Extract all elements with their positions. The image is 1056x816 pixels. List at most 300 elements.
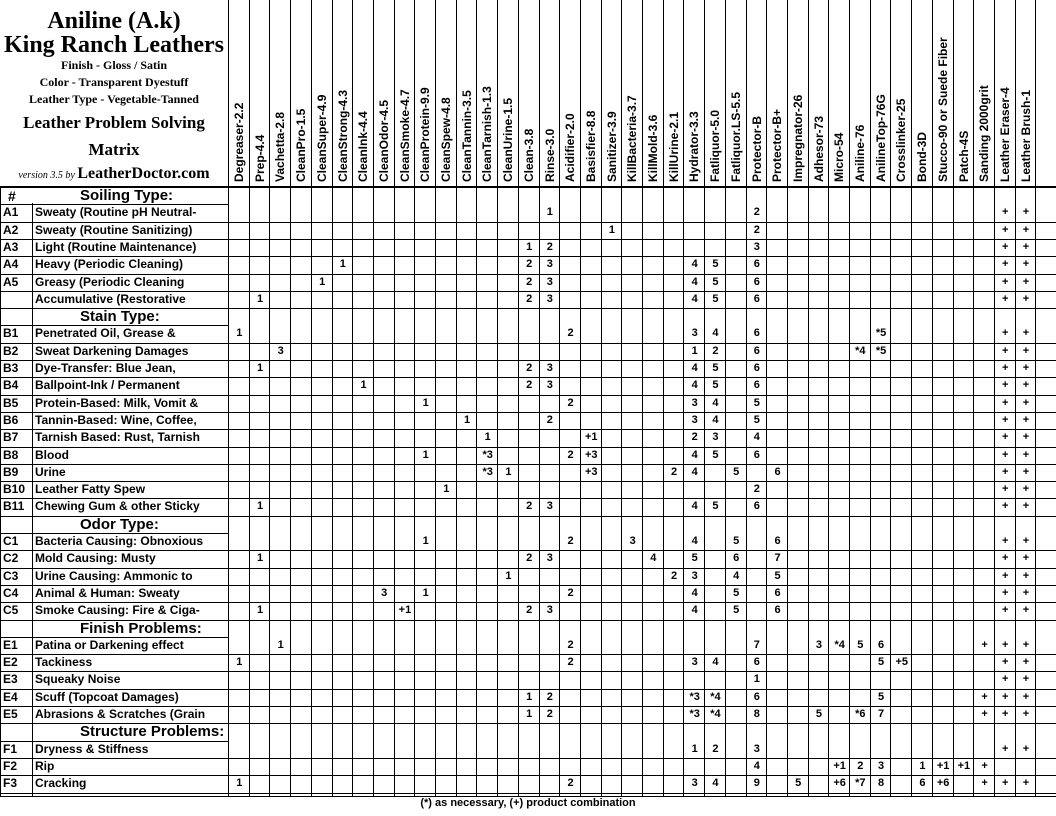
product-header: CleanUrine-1.5	[501, 97, 516, 182]
matrix-cell: 3	[546, 552, 553, 565]
matrix-cell: 6	[774, 535, 781, 547]
matrix-cell: +	[1002, 327, 1009, 340]
product-header: Micro-54	[832, 132, 847, 182]
grid-line	[890, 0, 891, 796]
matrix-cell: +	[1002, 569, 1009, 582]
matrix-cell: 5	[733, 586, 740, 599]
matrix-cell: 6	[753, 258, 760, 271]
section-title: Stain Type:	[80, 308, 160, 326]
matrix-cell: +	[1002, 604, 1009, 617]
problem-label: Bacteria Causing: Obnoxious	[35, 534, 204, 548]
leather-type-label: Leather Type - Vegetable-Tanned	[29, 92, 199, 106]
problem-label: Dryness & Stiffness	[35, 741, 149, 756]
problem-label: Patina or Darkening effect	[35, 637, 184, 652]
matrix-cell: +	[981, 708, 988, 720]
matrix-cell: 2	[526, 500, 533, 513]
matrix-cell: 2	[567, 586, 574, 599]
matrix-cell: 2	[753, 483, 760, 496]
matrix-cell: 1	[691, 344, 698, 357]
matrix-cell: 1	[339, 258, 346, 271]
matrix-cell: 6	[774, 465, 781, 478]
grid-line	[663, 0, 664, 796]
matrix-cell: 5	[753, 413, 760, 426]
matrix-cell: +	[1022, 742, 1030, 755]
product-header: KillBacteria-3.7	[625, 95, 640, 182]
brand-name: LeatherDoctor.com	[77, 165, 210, 182]
matrix-cell: +	[1022, 777, 1030, 790]
row-id: A3	[3, 239, 19, 254]
row-id: A2	[3, 222, 19, 237]
problem-label: Squeaky Noise	[35, 672, 121, 687]
matrix-cell: +	[1022, 673, 1030, 686]
problem-label: Leather Fatty Spew	[35, 482, 146, 497]
matrix-cell: 3	[629, 535, 636, 547]
matrix-cell: 1	[256, 500, 264, 513]
matrix-cell: 5	[712, 362, 719, 374]
problem-label: Protein-Based: Milk, Vomit &	[35, 395, 199, 410]
matrix-cell: +	[981, 638, 988, 651]
matrix-cell: +	[1022, 240, 1030, 253]
product-header: Protector-B	[749, 115, 764, 182]
matrix-cell: 2	[546, 240, 553, 253]
row-id: B3	[3, 361, 19, 375]
matrix-cell: +	[1002, 275, 1009, 288]
matrix-cell: +1	[936, 759, 950, 772]
matrix-cell: 4	[691, 465, 698, 478]
matrix-cell: 5	[857, 638, 864, 651]
product-header: Clean-3.8	[521, 128, 536, 182]
matrix-cell: 1	[919, 759, 926, 772]
matrix-cell: *5	[875, 327, 887, 340]
matrix-cell: +1	[957, 759, 971, 772]
matrix-cell: +	[1002, 552, 1009, 565]
matrix-cell: 2	[567, 448, 574, 461]
grid-line	[497, 0, 498, 796]
matrix-cell: 4	[712, 327, 719, 340]
matrix-cell: 2	[526, 275, 533, 288]
row-id: A4	[3, 257, 19, 272]
matrix-cell: +	[1022, 327, 1030, 340]
matrix-cell: +	[1002, 431, 1009, 444]
matrix-cell: 2	[546, 690, 553, 703]
grid-line	[704, 0, 705, 796]
grid-line	[642, 0, 643, 796]
matrix-cell: 2	[526, 604, 533, 617]
grid-line	[539, 0, 540, 796]
grid-line	[311, 0, 312, 796]
matrix-cell: 3	[691, 396, 698, 409]
matrix-cell: +	[1002, 673, 1009, 686]
matrix-cell: 3	[691, 327, 698, 340]
row-id: C5	[3, 603, 19, 618]
matrix-cell: +	[1002, 483, 1009, 496]
row-id: B2	[3, 343, 19, 358]
grid-line	[911, 0, 912, 796]
matrix-cell: 5	[712, 258, 719, 271]
row-id	[3, 291, 32, 308]
product-header: CleanProtein-9.9	[418, 87, 433, 182]
matrix-cell: *7	[855, 777, 866, 790]
product-header: CleanInk-4.4	[356, 111, 371, 182]
matrix-cell: 3	[815, 638, 822, 651]
matrix-cell: 6	[753, 292, 760, 305]
matrix-cell: 6	[877, 638, 885, 651]
row-id: F2	[3, 758, 18, 773]
matrix-cell: 2	[526, 362, 533, 374]
matrix-cell: 5	[877, 656, 885, 669]
matrix-cell: *6	[855, 708, 866, 720]
problem-label: Greasy (Periodic Cleaning	[35, 274, 185, 289]
grid-line	[0, 793, 1056, 794]
matrix-cell: +	[1002, 362, 1009, 374]
matrix-cell: 1	[505, 465, 512, 478]
grid-line	[269, 0, 270, 796]
matrix-cell: 2	[712, 344, 719, 357]
grid-line	[435, 0, 436, 796]
problem-label: Heavy (Periodic Cleaning)	[35, 257, 184, 272]
product-header: Adhesor-73	[811, 115, 826, 182]
problem-label: Sweaty (Routine pH Neutral-	[35, 205, 197, 220]
problem-label: Chewing Gum & other Sticky	[35, 499, 200, 514]
matrix-cell: 2	[567, 327, 574, 340]
matrix-cell: 3	[381, 586, 388, 599]
matrix-cell: +	[1022, 413, 1030, 426]
product-header: Acidifier-2.0	[563, 113, 578, 182]
grid-line	[953, 0, 954, 796]
matrix-cell: 1	[526, 690, 533, 703]
matrix-cell: +	[1022, 656, 1030, 669]
matrix-cell: 3	[546, 379, 553, 392]
matrix-cell: +3	[584, 465, 598, 478]
matrix-cell: 6	[753, 344, 760, 357]
matrix-cell: 5	[877, 690, 885, 703]
matrix-cell: 4	[712, 396, 719, 409]
section-title: Finish Problems:	[80, 619, 202, 637]
row-id: B7	[3, 430, 19, 445]
matrix-cell: 2	[670, 569, 678, 582]
row-id: F3	[3, 776, 18, 791]
grid-line	[476, 0, 477, 796]
matrix-cell: *3	[689, 708, 700, 720]
matrix-cell: 3	[877, 759, 885, 772]
matrix-cell: 4	[753, 431, 760, 444]
matrix-cell: 6	[753, 362, 760, 374]
matrix-cell: +	[1002, 465, 1009, 478]
title-line2: King Ranch Leathers	[3, 32, 224, 58]
grid-line	[332, 0, 333, 796]
matrix-cell: 2	[526, 258, 533, 271]
product-header: Stucco-90 or Suede Fiber	[935, 37, 950, 182]
row-id: B9	[3, 464, 19, 479]
section-title: Structure Problems:	[80, 723, 225, 741]
matrix-cell: 9	[753, 777, 760, 790]
matrix-cell: +	[1002, 344, 1009, 357]
matrix-cell: *4	[710, 690, 721, 703]
row-id: B4	[3, 378, 19, 393]
matrix-cell: +	[1022, 258, 1030, 271]
matrix-cell: 3	[691, 413, 698, 426]
grid-line	[559, 0, 560, 796]
matrix-cell: 3	[546, 275, 553, 288]
matrix-cell: 3	[753, 240, 760, 253]
matrix-cell: 5	[712, 292, 719, 305]
matrix-cell: +	[1002, 448, 1009, 461]
matrix-cell: 4	[753, 759, 760, 772]
matrix-cell: *3	[689, 690, 700, 703]
row-id: C1	[3, 534, 19, 548]
matrix-cell: 4	[691, 535, 698, 547]
matrix-cell: 1	[443, 483, 450, 496]
matrix-cell: +	[1002, 777, 1009, 790]
matrix-cell: +	[1022, 344, 1030, 357]
row-id: E3	[3, 672, 18, 687]
matrix-cell: 3	[712, 431, 719, 444]
row-id: B11	[3, 499, 25, 514]
matrix-cell: 8	[877, 777, 885, 790]
matrix-cell: 5	[712, 379, 719, 392]
product-header: Crosslinker-25	[894, 98, 909, 182]
matrix-cell: 1	[422, 535, 429, 547]
matrix-cell: +	[981, 777, 988, 790]
matrix-cell: +	[1002, 638, 1009, 651]
matrix-cell: 1	[505, 569, 512, 582]
product-header: Fatliquor.LS-5.5	[728, 91, 743, 182]
matrix-cell: +	[1002, 379, 1009, 392]
matrix-cell: +	[1022, 586, 1030, 599]
grid-line	[580, 0, 581, 796]
problem-label: Abrasions & Scratches (Grain	[35, 707, 206, 721]
matrix-cell: 4	[691, 275, 698, 288]
matrix-cell: 1	[422, 586, 429, 599]
matrix-cell: 5	[774, 569, 781, 582]
matrix-cell: +	[981, 759, 988, 772]
matrix-cell: 7	[774, 552, 781, 565]
matrix-cell: +	[1022, 448, 1030, 461]
grid-line	[228, 0, 229, 796]
matrix-cell: 1	[277, 638, 284, 651]
product-header: Patch-4S	[956, 130, 971, 182]
product-header: Sanding 2000grit	[977, 85, 992, 182]
grid-line	[725, 0, 726, 796]
matrix-cell: 3	[546, 292, 553, 305]
matrix-cell: 2	[567, 638, 574, 651]
matrix-cell: 5	[733, 535, 740, 547]
problem-label: Smoke Causing: Fire & Ciga-	[35, 603, 200, 618]
matrix-cell: 6	[733, 552, 740, 565]
matrix-cell: +	[1022, 604, 1030, 617]
matrix-cell: 2	[567, 535, 574, 547]
row-id: B8	[3, 447, 19, 462]
matrix-cell: 5	[795, 777, 802, 790]
row-id: C3	[3, 568, 19, 583]
product-header: KillMold-3.6	[646, 114, 660, 182]
grid-line	[849, 0, 850, 796]
grid-line	[973, 0, 974, 796]
matrix-cell: 5	[753, 396, 760, 409]
matrix-cell: +	[1022, 292, 1030, 305]
matrix-cell: 1	[256, 552, 264, 565]
row-id: B6	[3, 412, 19, 427]
product-header: AnilineTop-76G	[873, 94, 888, 182]
version-text: version 3.5 by	[18, 170, 75, 181]
matrix-cell: +	[1022, 465, 1030, 478]
matrix-cell: 6	[774, 586, 781, 599]
product-header: CleanTannin-3.5	[459, 90, 474, 182]
row-id: F1	[3, 741, 18, 756]
grid-line	[32, 203, 33, 796]
grid-line	[290, 0, 291, 796]
matrix-cell: 1	[256, 604, 264, 617]
matrix-cell: 6	[753, 327, 760, 340]
grid-line	[601, 0, 602, 796]
grid-line	[932, 0, 933, 796]
matrix-cell: +	[1002, 292, 1009, 305]
matrix-cell: +	[1002, 535, 1009, 547]
matrix-cell: +	[1022, 275, 1030, 288]
grid-line	[808, 0, 809, 796]
matrix-cell: 1	[360, 379, 367, 392]
matrix-cell: +	[1002, 500, 1009, 513]
matrix-cell: 1	[256, 362, 264, 374]
section-title: Odor Type:	[80, 515, 159, 533]
matrix-cell: 4	[712, 777, 719, 790]
matrix-cell: +	[1002, 742, 1009, 755]
problem-label: Light (Routine Maintenance)	[35, 239, 197, 254]
problem-label: Sweat Darkening Damages	[35, 343, 189, 358]
matrix-cell: 3	[546, 362, 553, 374]
matrix-cell: 2	[567, 656, 574, 669]
grid-line	[787, 0, 788, 796]
matrix-cell: +	[1022, 483, 1030, 496]
matrix-cell: +	[1022, 638, 1030, 651]
problem-label: Urine	[35, 464, 66, 479]
matrix-title-line2: Matrix	[88, 140, 140, 159]
matrix-cell: 3	[546, 604, 553, 617]
matrix-cell: +	[1022, 708, 1030, 720]
matrix-cell: 2	[526, 552, 533, 565]
matrix-cell: 5	[712, 448, 719, 461]
matrix-cell: 1	[256, 292, 264, 305]
matrix-cell: +	[1002, 708, 1009, 720]
matrix-cell: +	[1002, 206, 1009, 219]
matrix-cell: 4	[733, 569, 740, 582]
matrix-cell: +	[1002, 223, 1009, 236]
matrix-cell: +	[1022, 379, 1030, 392]
matrix-cell: +	[1022, 223, 1030, 236]
matrix-cell: 1	[484, 431, 491, 444]
matrix-cell: +	[1002, 258, 1009, 271]
row-id: E5	[3, 707, 18, 721]
matrix-cell: 4	[691, 586, 698, 599]
matrix-cell: +	[1002, 413, 1009, 426]
matrix-cell: 4	[691, 362, 698, 374]
product-header: Vachetta-2.8	[273, 111, 288, 182]
row-id: B10	[3, 482, 26, 497]
problem-label: Sweaty (Routine Sanitizing)	[35, 222, 193, 237]
matrix-cell: 5	[815, 708, 822, 720]
row-id: E4	[3, 689, 18, 704]
matrix-cell: 1	[753, 673, 760, 686]
product-header: Bond-3D	[915, 132, 930, 182]
matrix-cell: 2	[546, 413, 553, 426]
matrix-cell: 3	[691, 777, 698, 790]
product-header: CleanPro-1.5	[294, 108, 309, 182]
product-header: Protector-B+	[770, 108, 785, 182]
matrix-cell: +	[1022, 206, 1030, 219]
matrix-cell: +	[1002, 690, 1009, 703]
matrix-cell: 4	[691, 292, 698, 305]
finish-label: Finish - Gloss / Satin	[60, 58, 168, 72]
matrix-cell: 3	[691, 569, 698, 582]
title-line1: Aniline (A.k)	[47, 8, 181, 34]
row-id: A5	[3, 274, 19, 289]
matrix-cell: 5	[712, 500, 719, 513]
matrix-cell: +1	[584, 431, 598, 444]
product-header: CleanSpew-4.8	[439, 97, 453, 182]
product-header: Degreaser-2.2	[232, 102, 246, 182]
matrix-cell: 6	[753, 656, 760, 669]
row-id: A1	[3, 205, 19, 220]
grid-line	[414, 0, 415, 796]
product-header: Leather Eraser-4	[997, 87, 1012, 182]
matrix-cell: 3	[546, 500, 553, 513]
product-header: Prep-4.4	[252, 134, 267, 182]
matrix-cell: 1	[546, 206, 553, 219]
color-label: Color - Transparent Dyestuff	[39, 75, 189, 89]
problem-label: Penetrated Oil, Grease &	[35, 326, 176, 341]
matrix-cell: 2	[567, 396, 574, 409]
grid-line	[373, 0, 374, 796]
grid-line	[352, 0, 353, 796]
matrix-cell: 2	[567, 777, 574, 790]
matrix-cell: +	[1002, 240, 1009, 253]
footnote: (*) as necessary, (+) product combination	[420, 797, 636, 809]
problem-label: Animal & Human: Sweaty	[35, 585, 180, 600]
grid-line	[518, 0, 519, 796]
matrix-cell: +1	[833, 759, 846, 772]
matrix-cell: 4	[691, 500, 698, 513]
matrix-cell: 6	[753, 500, 760, 513]
matrix-cell: +	[1022, 690, 1030, 703]
matrix-cell: *3	[482, 465, 493, 478]
matrix-cell: 4	[691, 448, 698, 461]
product-header: CleanTarnish-1.3	[480, 86, 495, 182]
matrix-cell: 1	[526, 708, 533, 720]
matrix-cell: 4	[712, 656, 719, 669]
row-id-header: #	[8, 188, 16, 204]
matrix-cell: 6	[753, 448, 760, 461]
matrix-cell: 7	[753, 638, 760, 651]
problem-label: Rip	[35, 758, 55, 773]
matrix-cell: 4	[691, 604, 698, 617]
matrix-cell: 2	[712, 742, 719, 755]
matrix-cell: 1	[236, 656, 243, 669]
matrix-cell: +	[1022, 396, 1030, 409]
problem-label: Ballpoint-Ink / Permanent	[35, 378, 180, 393]
problem-label: Tarnish Based: Rust, Tarnish	[35, 430, 200, 445]
matrix-cell: 6	[753, 275, 760, 288]
product-header: Basisfier-8.8	[583, 110, 598, 182]
matrix-cell: 6	[753, 690, 760, 703]
problem-label: Tannin-Based: Wine, Coffee,	[35, 412, 197, 427]
problem-label: Accumulative (Restorative	[35, 291, 186, 306]
matrix-cell: 8	[753, 708, 760, 720]
product-header: Leather Brush-1	[1018, 89, 1033, 182]
matrix-cell: 5	[733, 604, 740, 617]
product-header: CleanOdor-4.5	[376, 99, 391, 182]
product-header: CleanSuper-4.9	[314, 94, 329, 182]
matrix-cell: +	[1002, 586, 1009, 599]
